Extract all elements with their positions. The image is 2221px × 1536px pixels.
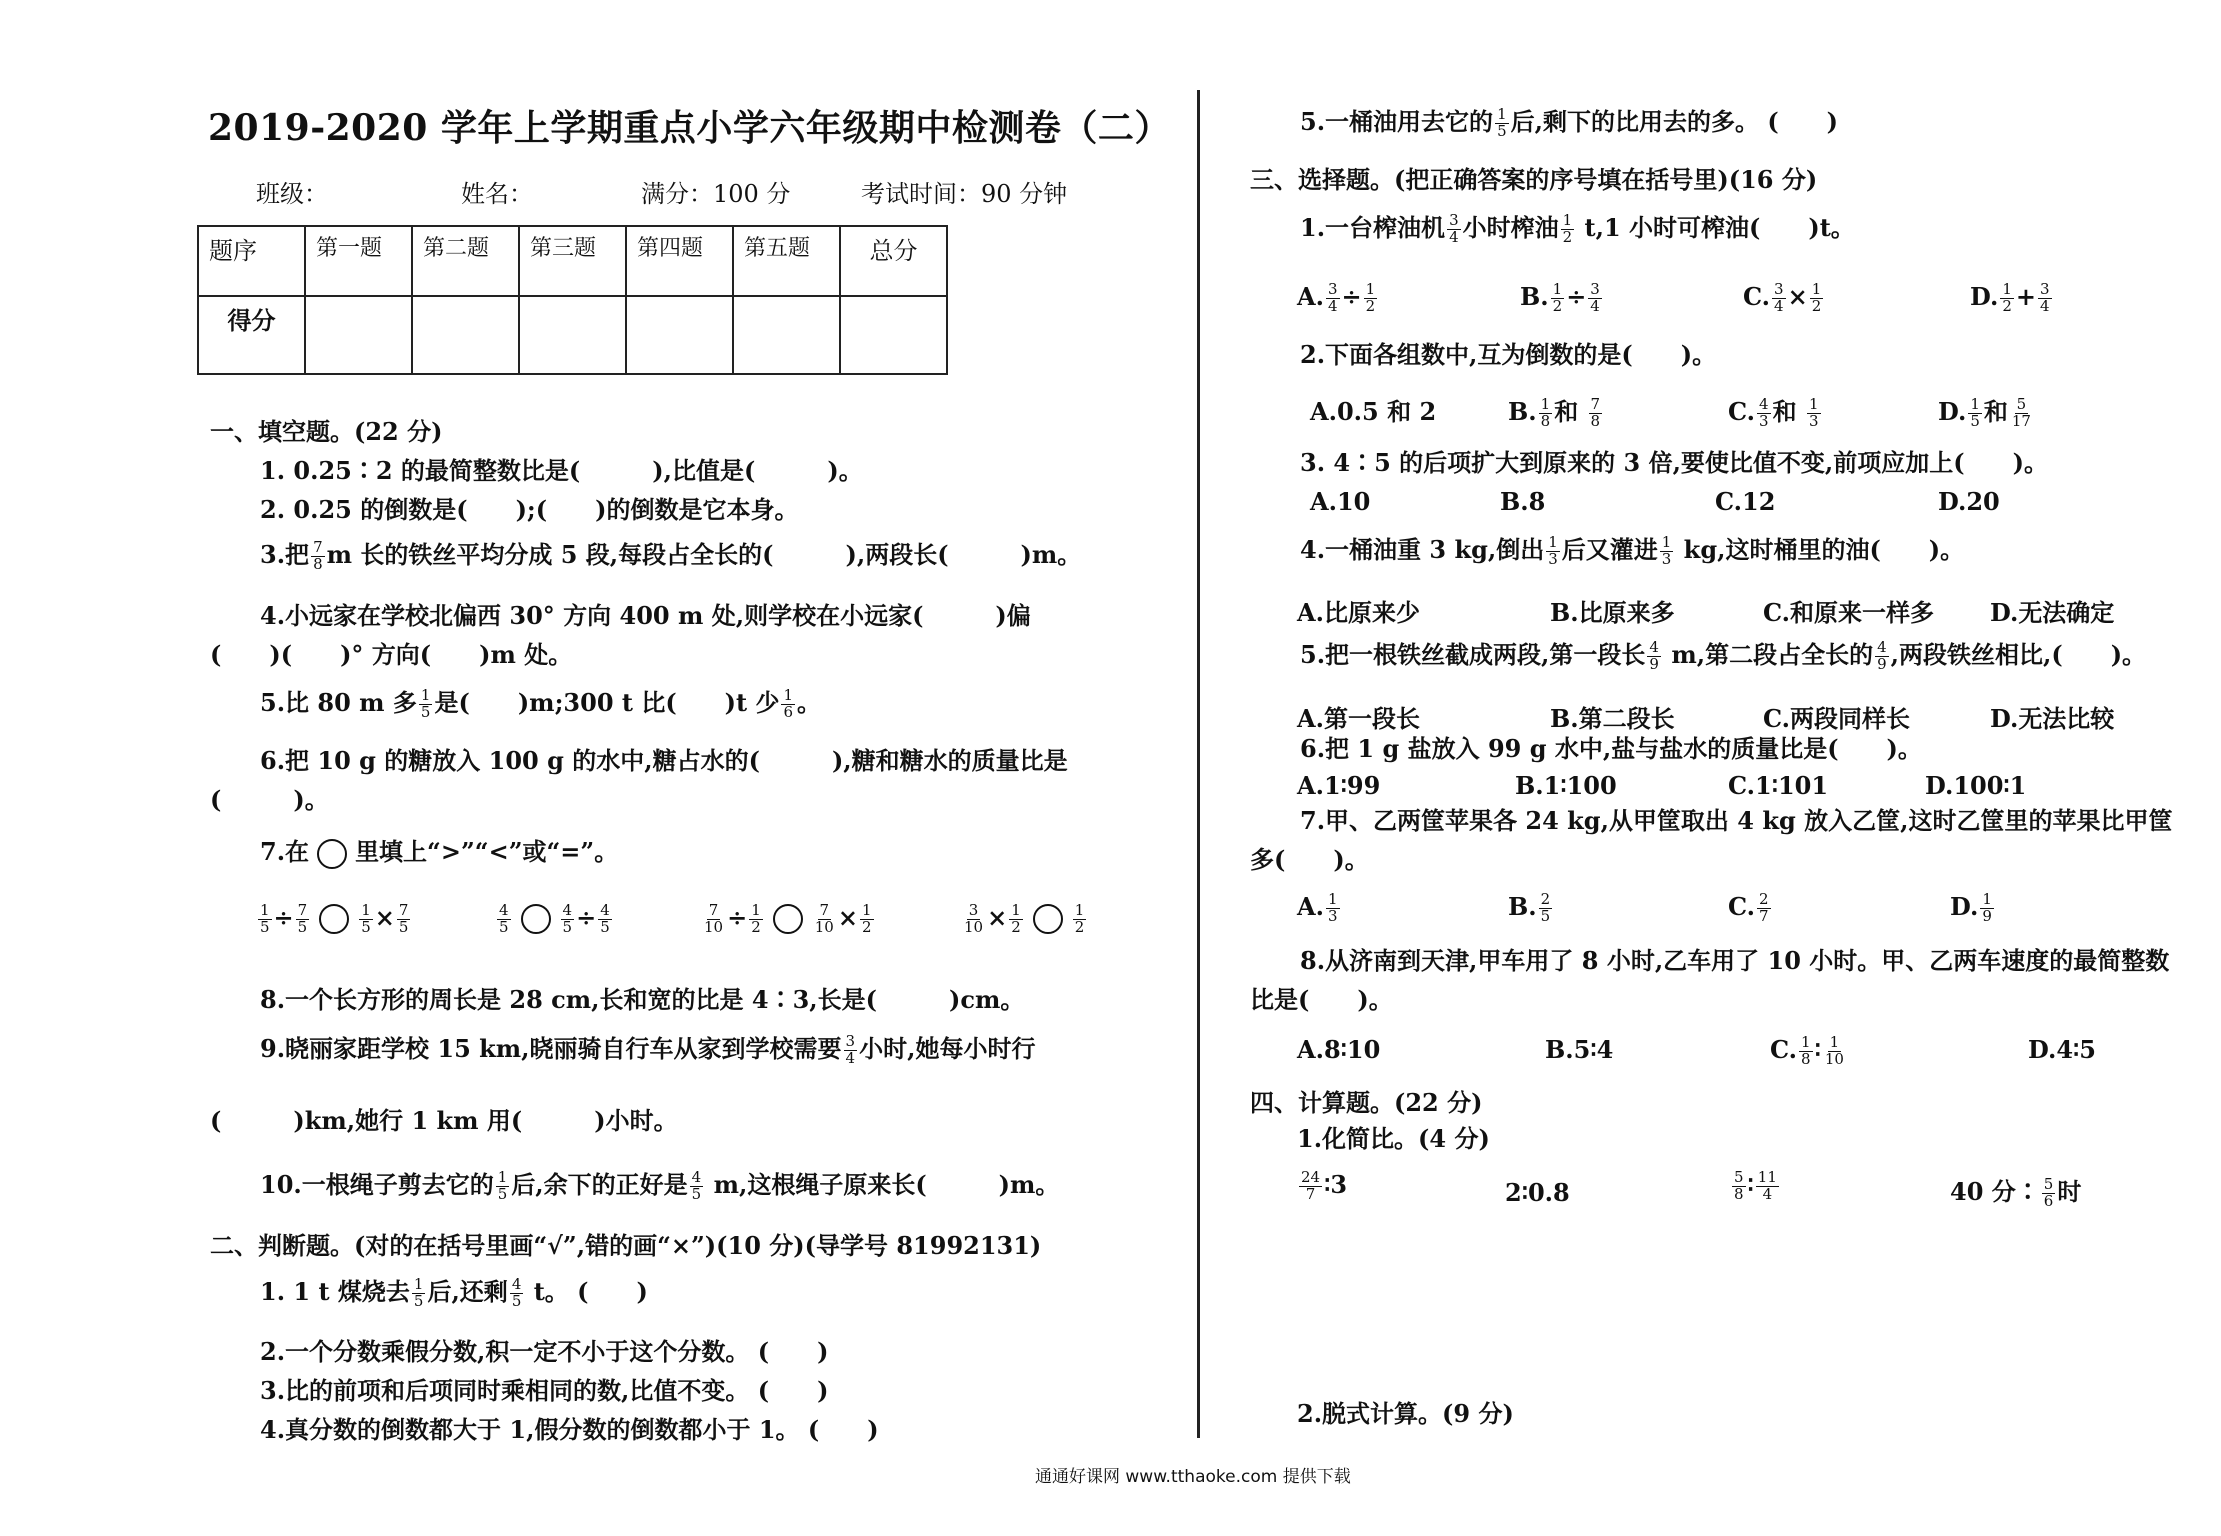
col-header-4: 第四题 — [626, 226, 733, 296]
col-header-total: 总分 — [840, 226, 947, 296]
s1-q8: 8.一个长方形的周长是 28 cm,长和宽的比是 4∶3,长是( )cm。 — [260, 985, 1025, 1014]
col-header-5: 第五题 — [733, 226, 840, 296]
fraction: $\frac{3}{4}$ — [1449, 211, 1459, 246]
s3-q8-option-b[interactable]: B.5∶4 — [1545, 1035, 1614, 1064]
col-header-2: 第二题 — [412, 226, 519, 296]
s3-q7-line2: 多( )。 — [1250, 845, 1369, 874]
s1-q7-item-2: $\frac{4}{5}$ $\frac{4}{5}$ ÷ $\frac{4}{5}$ — [499, 901, 610, 936]
score-cell[interactable] — [626, 296, 733, 374]
s3-q3: 3. 4∶5 的后项扩大到原来的 3 倍,要使比值不变,前项应加上( )。 — [1300, 448, 2048, 477]
s1-q9-line1: 9.晓丽家距学校 15 km,晓丽骑自行车从家到学校需要 $\frac{3}{4}$ 小时,她每小时行 — [260, 1032, 1036, 1067]
s3-q5: 5.把一根铁丝截成两段,第一段长 $\frac{4}{9}$ m,第二段占全长的 $\frac{4}{9}$ ,两段铁丝相比,( )。 — [1300, 638, 2147, 673]
s3-q4-option-c[interactable]: C.和原来一样多 — [1763, 598, 1935, 627]
col-header-3: 第三题 — [519, 226, 626, 296]
s1-q9-line2: ( )km,她行 1 km 用( )小时。 — [210, 1106, 678, 1135]
fraction: $\frac{3}{4}$ — [845, 1032, 856, 1067]
s4-item-3: $\frac{5}{8}$ ∶ $\frac{11}{4}$ — [1734, 1168, 1777, 1203]
s3-q1-option-a[interactable]: A. $\frac{3}{4}$ ÷ $\frac{1}{2}$ — [1297, 280, 1376, 315]
s3-q3-option-d[interactable]: D.20 — [1938, 487, 2000, 516]
s1-q6-line1: 6.把 10 g 的糖放入 100 g 的水中,糖占水的( ),糖和糖水的质量比是 — [260, 746, 1068, 775]
compare-circle-icon[interactable] — [521, 904, 551, 934]
s2-q3: 3.比的前项和后项同时乘相同的数,比值不变。 ( ) — [260, 1376, 829, 1405]
col-header-1: 第一题 — [305, 226, 412, 296]
s1-q4-line2: ( )( )° 方向( )m 处。 — [210, 640, 573, 669]
fraction: $\frac{4}{5}$ — [511, 1275, 522, 1310]
s1-q3: 3.把 $\frac{7}{8}$ m 长的铁丝平均分成 5 段,每段占全长的( ),两段长( )m。 — [260, 538, 1082, 573]
fraction: $\frac{1}{5}$ — [497, 1168, 508, 1203]
s3-q8-option-d[interactable]: D.4∶5 — [2028, 1035, 2096, 1064]
score-table-score-row — [198, 296, 947, 374]
s1-q7-item-4: $\frac{3}{10}$ × $\frac{1}{2}$ $\frac{1}{2}$ — [964, 901, 1085, 936]
fraction: $\frac{7}{8}$ — [313, 538, 323, 573]
s1-q6-line2: ( )。 — [210, 785, 329, 814]
s2-q5: 5.一桶油用去它的 $\frac{1}{5}$ 后,剩下的比用去的多。 ( ) — [1300, 105, 1839, 140]
section-4-heading: 四、计算题。(22 分) — [1250, 1088, 1483, 1117]
s1-q1: 1. 0.25∶2 的最简整数比是( ),比值是( )。 — [260, 456, 863, 485]
fraction: $\frac{4}{9}$ — [1649, 638, 1659, 673]
fraction: $\frac{1}{3}$ — [1661, 533, 1672, 568]
compare-circle-icon[interactable] — [319, 904, 349, 934]
s3-q4-option-a[interactable]: A.比原来少 — [1297, 598, 1420, 627]
s3-q2: 2.下面各组数中,互为倒数的是( )。 — [1300, 340, 1717, 369]
fraction: $\frac{1}{3}$ — [1548, 533, 1558, 568]
s3-q7-line1: 7.甲、乙两筐苹果各 24 kg,从甲筐取出 4 kg 放入乙筐,这时乙筐里的苹果比甲筐 — [1300, 806, 2173, 835]
s3-q3-option-c[interactable]: C.12 — [1715, 487, 1776, 516]
s3-q7-option-d[interactable]: D. $\frac{1}{9}$ — [1950, 890, 1992, 925]
s2-q4: 4.真分数的倒数都大于 1,假分数的倒数都小于 1。 ( ) — [260, 1415, 879, 1444]
section-1-heading: 一、填空题。(22 分) — [210, 417, 443, 446]
s4-item-4: 40 分∶ $\frac{5}{6}$ 时 — [1950, 1175, 2082, 1210]
s4-sub1: 1.化简比。(4 分) — [1297, 1124, 1490, 1153]
compare-circle-icon — [317, 839, 347, 869]
s3-q2-option-d[interactable]: D. $\frac{1}{5}$ 和 $\frac{5}{17}$ — [1938, 395, 2031, 430]
s3-q2-option-b[interactable]: B. $\frac{1}{8}$ 和 $\frac{7}{8}$ — [1508, 395, 1601, 430]
s3-q5-option-d[interactable]: D.无法比较 — [1990, 704, 2115, 733]
section-3-heading: 三、选择题。(把正确答案的序号填在括号里)(16 分) — [1250, 165, 1818, 194]
s3-q2-option-c[interactable]: C. $\frac{4}{3}$ 和 $\frac{1}{3}$ — [1728, 395, 1819, 430]
s3-q5-option-c[interactable]: C.两段同样长 — [1763, 704, 1911, 733]
s1-q5: 5.比 80 m 多 $\frac{1}{5}$ 是( )m;300 t 比( )t 少 $\frac{1}{6}$ 。 — [260, 686, 822, 721]
s1-q7: 7.在 里填上“>”“<”或“=”。 — [260, 838, 618, 869]
s1-q4-line1: 4.小远家在学校北偏西 30° 方向 400 m 处,则学校在小远家( )偏 — [260, 601, 1031, 630]
class-label: 班级： — [256, 180, 328, 208]
s4-item-2: 2∶0.8 — [1505, 1178, 1570, 1207]
score-cell[interactable] — [519, 296, 626, 374]
s3-q3-option-a[interactable]: A.10 — [1310, 487, 1371, 516]
s1-q7-item-1: $\frac{1}{5}$ ÷ $\frac{7}{5}$ $\frac{1}{5}$ × $\frac{7}{5}$ — [260, 901, 409, 936]
fraction: $\frac{1}{5}$ — [1497, 105, 1507, 140]
compare-circle-icon[interactable] — [1033, 904, 1063, 934]
s3-q6-option-a[interactable]: A.1∶99 — [1297, 771, 1381, 800]
score-table — [197, 225, 948, 375]
compare-circle-icon[interactable] — [773, 904, 803, 934]
fraction: $\frac{4}{5}$ — [691, 1168, 702, 1203]
fraction: $\frac{4}{9}$ — [1877, 638, 1887, 673]
exam-meta — [256, 174, 1067, 209]
s4-sub2: 2.脱式计算。(9 分) — [1297, 1399, 1514, 1428]
s3-q6: 6.把 1 g 盐放入 99 g 水中,盐与盐水的质量比是( )。 — [1300, 734, 1922, 763]
score-cell[interactable] — [412, 296, 519, 374]
right-column — [1200, 0, 2221, 1536]
s1-q2: 2. 0.25 的倒数是( );( )的倒数是它本身。 — [260, 495, 799, 524]
score-cell[interactable] — [840, 296, 947, 374]
s3-q8-line2: 比是( )。 — [1250, 985, 1393, 1014]
row-header-cell: 题序 — [198, 226, 305, 296]
s3-q4: 4.一桶油重 3 kg,倒出 $\frac{1}{3}$ 后又灌进 $\frac{1}{3}$ kg,这时桶里的油( )。 — [1300, 533, 1965, 568]
s3-q5-option-a[interactable]: A.第一段长 — [1297, 704, 1420, 733]
s4-item-1: $\frac{24}{7}$ ∶3 — [1301, 1168, 1348, 1203]
s3-q1: 1.一台榨油机 $\frac{3}{4}$ 小时榨油 $\frac{1}{2}$ t,1 小时可榨油( )t。 — [1300, 211, 1855, 246]
s3-q6-option-c[interactable]: C.1∶101 — [1728, 771, 1829, 800]
full-score: 满分：100 分 — [641, 180, 791, 208]
fraction: $\frac{1}{6}$ — [783, 686, 794, 721]
s3-q8-option-c[interactable]: C. $\frac{1}{8}$ ∶ $\frac{1}{10}$ — [1770, 1033, 1844, 1068]
score-label-cell: 得分 — [198, 296, 305, 374]
exam-time: 考试时间：90 分钟 — [861, 180, 1068, 208]
s3-q7-option-a[interactable]: A. $\frac{1}{3}$ — [1297, 890, 1338, 925]
s3-q8-line1: 8.从济南到天津,甲车用了 8 小时,乙车用了 10 小时。甲、乙两车速度的最简整数 — [1300, 946, 2170, 975]
score-cell[interactable] — [305, 296, 412, 374]
section-2-heading: 二、判断题。(对的在括号里画“√”,错的画“×”)(10 分)(导学号 81992131) — [210, 1231, 1042, 1260]
fraction: $\frac{1}{2}$ — [1562, 211, 1573, 246]
s3-q4-option-b[interactable]: B.比原来多 — [1550, 598, 1675, 627]
s3-q1-option-c[interactable]: C. $\frac{3}{4}$ × $\frac{1}{2}$ — [1743, 280, 1822, 315]
s1-q7-item-3: $\frac{7}{10}$ ÷ $\frac{1}{2}$ $\frac{7}{10}$ × $\frac{1}{2}$ — [704, 901, 872, 936]
s1-q10: 10.一根绳子剪去它的 $\frac{1}{5}$ 后,余下的正好是 $\frac{4}{5}$ m,这根绳子原来长( )m。 — [260, 1168, 1060, 1203]
s3-q8-option-a[interactable]: A.8∶10 — [1297, 1035, 1381, 1064]
s3-q7-option-c[interactable]: C. $\frac{2}{7}$ — [1728, 890, 1769, 925]
s3-q1-option-b[interactable]: B. $\frac{1}{2}$ ÷ $\frac{3}{4}$ — [1520, 280, 1600, 315]
fraction: $\frac{1}{5}$ — [420, 686, 431, 721]
s3-q5-option-b[interactable]: B.第二段长 — [1550, 704, 1675, 733]
score-table-header-row — [198, 226, 947, 296]
name-label: 姓名： — [461, 180, 533, 208]
s3-q4-option-d[interactable]: D.无法确定 — [1990, 598, 2115, 627]
fraction: $\frac{1}{5}$ — [413, 1275, 424, 1310]
s3-q3-option-b[interactable]: B.8 — [1500, 487, 1546, 516]
s3-q6-option-d[interactable]: D.100∶1 — [1925, 771, 2027, 800]
s3-q7-option-b[interactable]: B. $\frac{2}{5}$ — [1508, 890, 1551, 925]
s2-q2: 2.一个分数乘假分数,积一定不小于这个分数。 ( ) — [260, 1337, 829, 1366]
s3-q6-option-b[interactable]: B.1∶100 — [1515, 771, 1617, 800]
page-title: 2019-2020 学年上学期重点小学六年级期中检测卷（二） — [208, 107, 1171, 149]
s2-q1: 1. 1 t 煤烧去 $\frac{1}{5}$ 后,还剩 $\frac{4}{5}$ t。 ( ) — [260, 1275, 648, 1310]
s3-q1-option-d[interactable]: D. $\frac{1}{2}$ + $\frac{3}{4}$ — [1970, 280, 2050, 315]
score-cell[interactable] — [733, 296, 840, 374]
s3-q2-option-a[interactable]: A.0.5 和 2 — [1310, 397, 1437, 426]
footer-note: 通通好课网 www.tthaoke.com 提供下载 — [1035, 1467, 1351, 1487]
